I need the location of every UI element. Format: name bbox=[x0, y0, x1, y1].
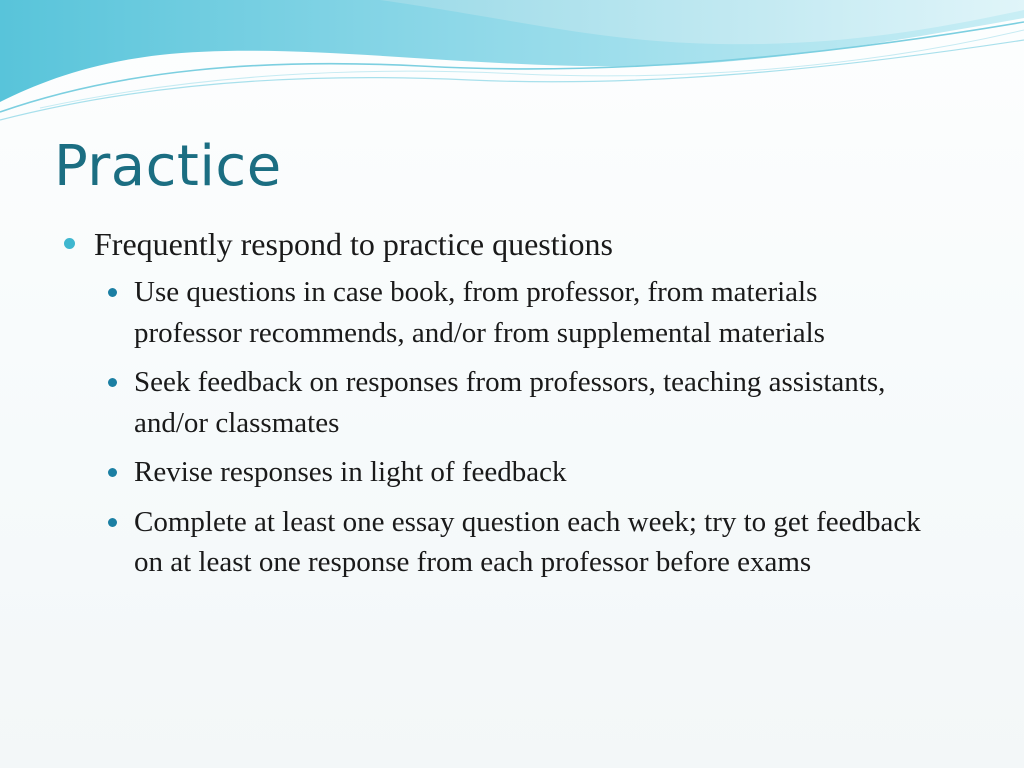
sub-bullet-item bbox=[106, 502, 924, 583]
sub-bullet-text: Revise responses in light of feedback bbox=[134, 456, 567, 488]
bullet-dot-icon bbox=[108, 378, 117, 387]
sub-bullet-item bbox=[106, 362, 924, 443]
header-wave-decoration bbox=[0, 0, 1024, 130]
bullet-dot-icon bbox=[64, 238, 75, 249]
sub-bullet-text: Use questions in case book, from professor, from materials professor recommends, and/or from supplemental materials bbox=[134, 276, 825, 349]
sub-bullet-item bbox=[106, 272, 924, 353]
bullet-text: Frequently respond to practice questions bbox=[94, 226, 613, 262]
sub-bullet-list bbox=[94, 272, 962, 583]
sub-bullet-text: Seek feedback on responses from professors, teaching assistants, and/or classmates bbox=[134, 366, 886, 439]
sub-bullet-text: Complete at least one essay question each week; try to get feedback on at least one response from each professor before exams bbox=[134, 505, 921, 578]
bullet-list bbox=[62, 222, 962, 592]
bullet-dot-icon bbox=[108, 518, 117, 527]
bullet-dot-icon bbox=[108, 288, 117, 297]
bullet-item-level1 bbox=[62, 222, 962, 583]
slide-title: Practice bbox=[54, 134, 282, 199]
sub-bullet-item bbox=[106, 452, 924, 493]
bullet-dot-icon bbox=[108, 468, 117, 477]
